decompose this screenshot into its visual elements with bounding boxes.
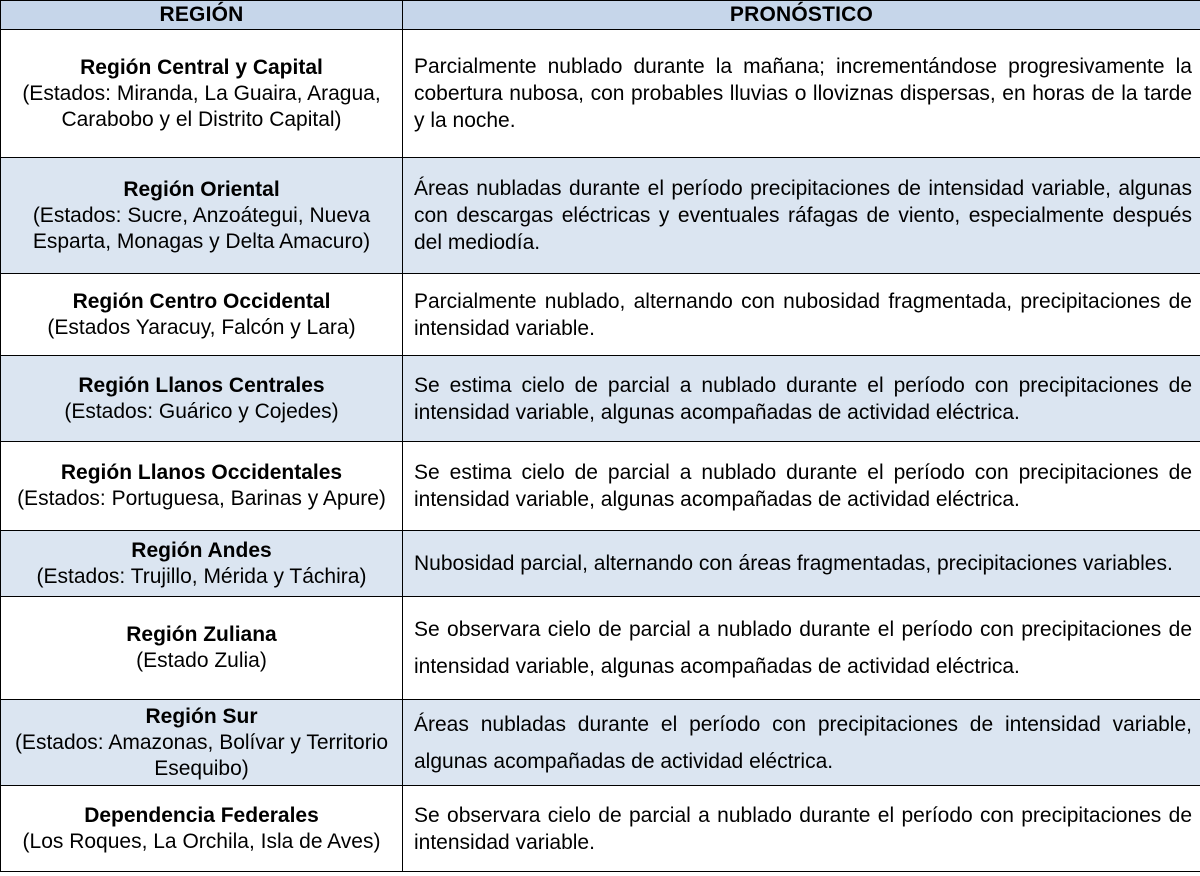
region-states: (Estados Yaracuy, Falcón y Lara) (47, 315, 356, 339)
region-states: (Estados: Miranda, La Guaira, Aragua, Carabobo y el Distrito Capital) (22, 81, 381, 131)
forecast-cell: Se observara cielo de parcial a nublado durante el período con precipitaciones de intensidad variable. (403, 786, 1200, 872)
region-cell (1, 158, 403, 274)
region-column-header: REGIÓN (1, 1, 403, 30)
table-row (1, 700, 1200, 786)
region-name: Región Central y Capital (80, 55, 323, 79)
region-cell (1, 274, 403, 356)
region-cell (1, 531, 403, 597)
region-states: (Estados: Amazonas, Bolívar y Territorio Esequibo) (14, 730, 389, 780)
region-cell (1, 700, 403, 786)
table-header-row (1, 1, 1200, 30)
table-row (1, 274, 1200, 356)
region-states: (Estados: Sucre, Anzoátegui, Nueva Esparta, Monagas y Delta Amacuro) (32, 203, 371, 253)
region-name: Región Zuliana (126, 623, 277, 646)
region-cell (1, 30, 403, 158)
region-states: (Estados: Guárico y Cojedes) (64, 399, 339, 423)
forecast-cell: Se estima cielo de parcial a nublado durante el período con precipitaciones de intensidad variable, algunas acompañadas de actividad eléctrica. (403, 442, 1200, 531)
region-name: Región Oriental (123, 177, 280, 201)
region-name: Región Andes (131, 538, 272, 562)
region-name: Región Llanos Occidentales (60, 461, 343, 484)
forecast-cell: Se observara cielo de parcial a nublado durante el período con precipitaciones de intensidad variable, algunas acompañadas de actividad eléctrica. (403, 597, 1200, 700)
table-row (1, 531, 1200, 597)
forecast-cell: Nubosidad parcial, alternando con áreas fragmentadas, precipitaciones variables. (403, 531, 1200, 597)
forecast-cell: Parcialmente nublado, alternando con nubosidad fragmentada, precipitaciones de intensidad variable. (403, 274, 1200, 356)
forecast-cell: Áreas nubladas durante el período con precipitaciones de intensidad variable, algunas acompañadas de actividad eléctrica. (403, 700, 1200, 786)
table-row (1, 442, 1200, 531)
region-states: (Estado Zulia) (136, 649, 267, 672)
forecast-cell: Áreas nubladas durante el período precipitaciones de intensidad variable, algunas con descargas eléctricas y eventuales ráfagas de viento, especialmente después del mediodía. (403, 158, 1200, 274)
forecast-column-header: PRONÓSTICO (403, 1, 1200, 30)
table-row (1, 158, 1200, 274)
forecast-cell: Parcialmente nublado durante la mañana; incrementándose progresivamente la cobertura nubosa, con probables lluvias o lloviznas dispersas, en horas de la tarde y la noche. (403, 30, 1200, 158)
table-row (1, 786, 1200, 872)
region-cell (1, 356, 403, 442)
region-name: Región Llanos Centrales (78, 373, 325, 397)
region-cell (1, 442, 403, 531)
region-name: Dependencia Federales (84, 803, 319, 827)
region-name: Región Centro Occidental (72, 289, 331, 313)
region-states: (Estados: Trujillo, Mérida y Táchira) (36, 564, 367, 588)
table-row (1, 356, 1200, 442)
region-cell (1, 597, 403, 700)
forecast-cell: Se estima cielo de parcial a nublado durante el período con precipitaciones de intensidad variable, algunas acompañadas de actividad eléctrica. (403, 356, 1200, 442)
table-row (1, 30, 1200, 158)
region-cell (1, 786, 403, 872)
region-states: (Estados: Portuguesa, Barinas y Apure) (17, 487, 386, 510)
region-name: Región Sur (145, 704, 258, 728)
table-row (1, 597, 1200, 700)
region-states: (Los Roques, La Orchila, Isla de Aves) (22, 829, 381, 853)
